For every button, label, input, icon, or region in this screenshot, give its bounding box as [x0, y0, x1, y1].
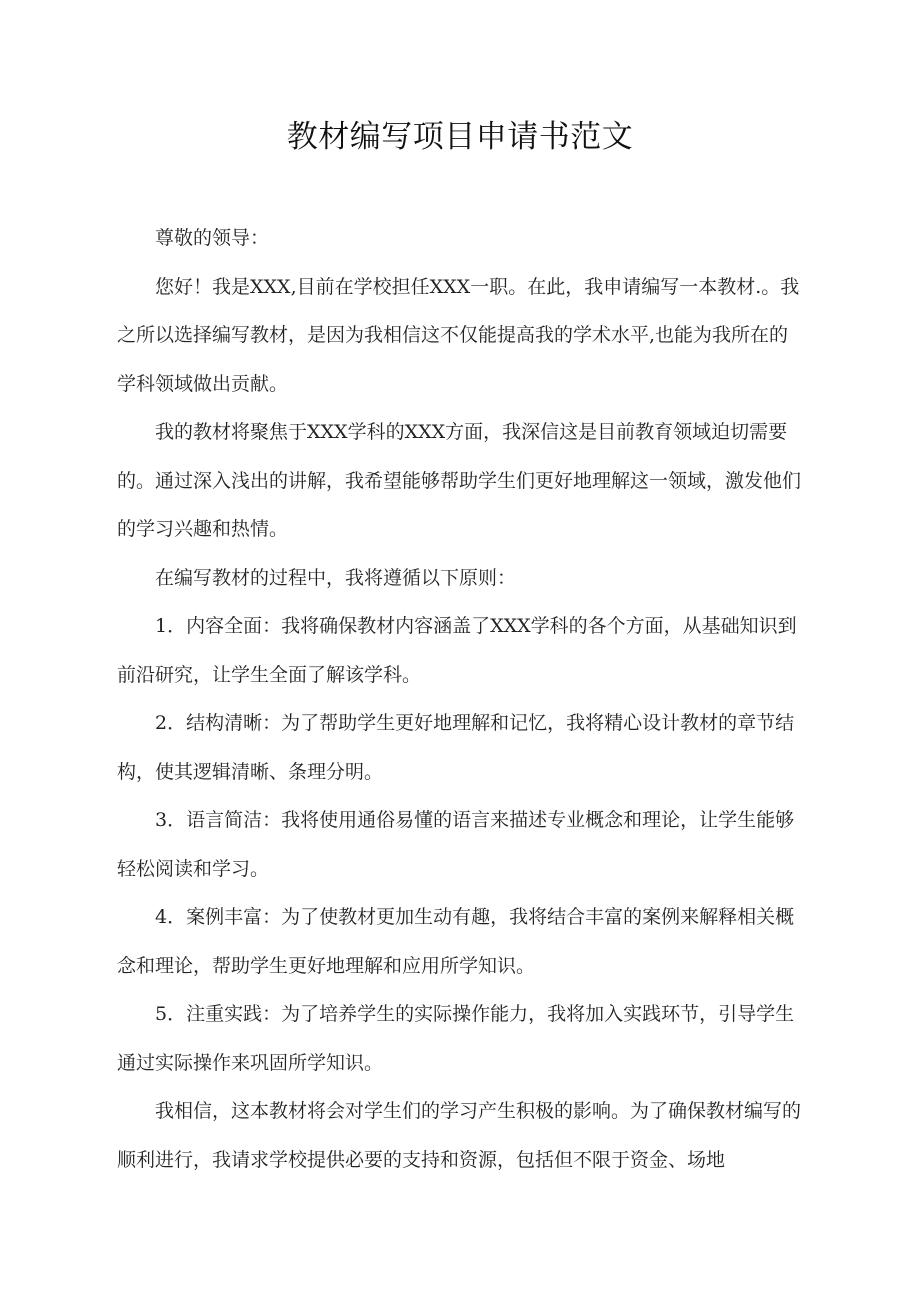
paragraph-focus: 我的教材将聚焦于XXX学科的XXX方面，我深信这是目前教育领域迫切需要的。通过深入浅出的讲解，我希望能够帮助学生们更好地理解这一领域，激发他们的学习兴趣和热情。 — [117, 421, 802, 540]
paragraph-principles-intro: 在编写教材的过程中，我将遵循以下原则： — [155, 566, 517, 589]
document-title: 教材编写项目申请书范文 — [286, 119, 634, 155]
principle-item-5: 5．注重实践：为了培养学生的实际操作能力，我将加入实践环节，引导学生通过实际操作来巩固所学知识。 — [117, 1003, 795, 1074]
paragraph-closing: 我相信，这本教材将会对学生们的学习产生积极的影响。为了确保教材编写的顺利进行，我请求学校提供必要的支持和资源，包括但不限于资金、场地 — [117, 1100, 802, 1171]
salutation: 尊敬的领导： — [155, 227, 270, 249]
principle-item-4: 4．案例丰富：为了使教材更加生动有趣，我将结合丰富的案例来解释相关概念和理论，帮助学生更好地理解和应用所学知识。 — [117, 906, 795, 977]
principle-item-1: 1．内容全面：我将确保教材内容涵盖了XXX学科的各个方面，从基础知识到前沿研究，让学生全面了解该学科。 — [117, 615, 797, 686]
principle-item-2: 2．结构清晰：为了帮助学生更好地理解和记忆，我将精心设计教材的章节结构，使其逻辑清晰、条理分明。 — [117, 712, 795, 783]
paragraph-introduction: 您好！我是XXX,目前在学校担任XXX一职。在此，我申请编写一本教材.。我之所以选择编写教材，是因为我相信这不仅能提高我的学术水平,也能为我所在的学科领域做出贡献。 — [117, 275, 800, 395]
principle-item-3: 3．语言简洁：我将使用通俗易懂的语言来描述专业概念和理论，让学生能够轻松阅读和学习。 — [117, 809, 795, 880]
document-body — [117, 214, 807, 1184]
